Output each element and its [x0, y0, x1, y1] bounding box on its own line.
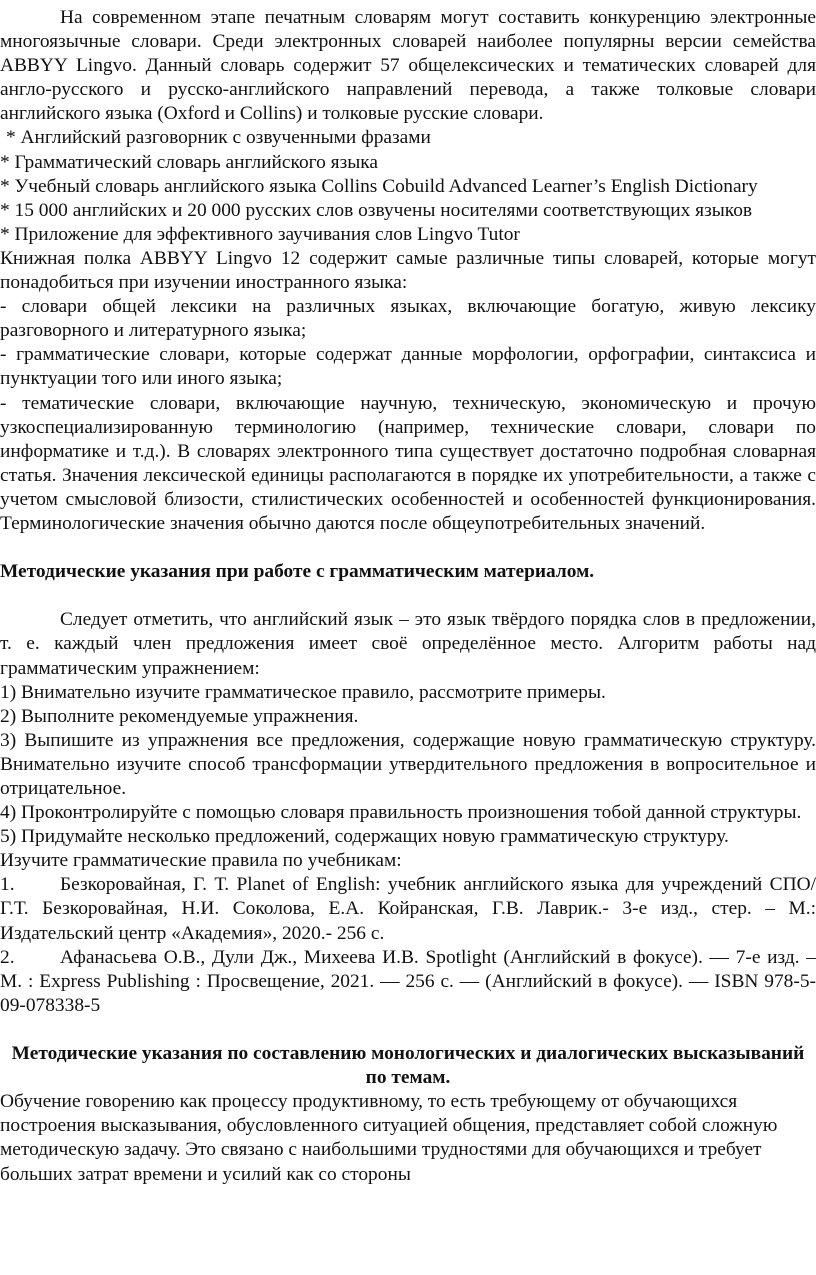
- textbook-number: 2.: [0, 946, 15, 968]
- textbook-text: Афанасьева О.В., Дули Дж., Михеева И.В. Spotlight (Английский в фокусе). — 7-е изд. – М. : Express Publishing : Просвещение, 2021. — 256 с. — (Английский в фокусе). — ISBN 978-5- 09-078338-5: [0, 946, 816, 1016]
- document-page: [0, 6, 816, 1187]
- textbook-text: Безкоровайная, Г. Т. Planet of English: учебник английского языка для учреждений СПО/ Г.Т. Безкоровайная, Н.И. Соколова, Е.А. Койранская, Г.В. Лаврик.- 3-е изд., стер. – М.: Издательский центр «Академия», 2020.- 256 с.: [0, 874, 816, 944]
- speaking-heading: Методические указания по составлению монологических и диалогических высказываний по темам.: [11, 1043, 805, 1089]
- grammar-step: 2) Выполните рекомендуемые упражнения.: [0, 705, 359, 727]
- grammar-paragraph: Следует отметить, что английский язык – это язык твёрдого порядка слов в предложении, т. е. каждый член предложения имеет своё определённое место. Алгоритм работы над грамматическим упражнением:: [0, 609, 816, 679]
- blank-line: [0, 1018, 816, 1042]
- textbook-number: 1.: [0, 874, 15, 896]
- feature-item: * Учебный словарь английского языка Collins Cobuild Advanced Learner’s English Dictionary: [0, 175, 758, 197]
- feature-item: * Приложение для эффективного заучивания слов Lingvo Tutor: [0, 223, 520, 245]
- blank-line: [0, 584, 816, 608]
- grammar-step: 3) Выпишите из упражнения все предложения, содержащие новую грамматическую структуру. Внимательно изучите способ трансформации утвердительного предложения в вопросительное и отрицательное.: [0, 729, 816, 799]
- shelf-item: - словари общей лексики на различных языках, включающие богатую, живую лексику разговорного и литературного языка;: [0, 296, 816, 342]
- textbook-reference: [0, 946, 816, 1018]
- intro-paragraph: На современном этапе печатным словарям могут составить конкуренцию электронные многоязычные словари. Среди электронных словарей наиболее популярны версии семейства ABBYY Lingvo. Данный словарь содержит 57 общелексических и тематических словарей для англо-русского и русско-английского направлений перевода, а также толковые словари английского языка (Oxford и Collins) и толковые русские словари.: [0, 7, 816, 125]
- grammar-step: 5) Придумайте несколько предложений, содержащих новую грамматическую структуру.: [0, 826, 729, 848]
- shelf-item: - тематические словари, включающие научную, техническую, экономическую и прочую узкоспециализированную терминологию (например, технические словари, словари по информатике и т.д.). В словарях электронного типа существует достаточно подробная словарная статья. Значения лексической единицы располагаются в порядке их употребительности, а также с учетом смысловой близости, стилистических особенностей и особенностей функционирования. Терминологические значения обычно даются после общеупотребительных значений.: [0, 392, 816, 534]
- speaking-paragraph: Обучение говорению как процессу продуктивному, то есть требующему от обучающихся построения высказывания, обусловленного ситуацией общения, представляет собой сложную методическую задачу. Это связано с наибольшими трудностями для обучающихся и требует больших затрат времени и усилий как со стороны: [0, 1091, 778, 1185]
- feature-item: * Грамматический словарь английского языка: [0, 151, 379, 173]
- grammar-heading: Методические указания при работе с грамматическим материалом.: [0, 561, 595, 583]
- blank-line: [0, 536, 816, 560]
- grammar-step: 1) Внимательно изучите грамматическое правило, рассмотрите примеры.: [0, 681, 606, 703]
- feature-item: * Английский разговорник с озвученными фразами: [6, 127, 431, 149]
- shelf-intro-paragraph: Книжная полка ABBYY Lingvo 12 содержит самые различные типы словарей, которые могут понадобиться при изучении иностранного языка:: [0, 247, 816, 294]
- textbooks-intro: Изучите грамматические правила по учебникам:: [0, 850, 402, 872]
- shelf-item: - грамматические словари, которые содержат данные морфологии, орфографии, синтаксиса и пунктуации того или иного языка;: [0, 344, 816, 390]
- feature-item: * 15 000 английских и 20 000 русских слов озвучены носителями соответствующих языков: [0, 199, 753, 221]
- grammar-step: 4) Проконтролируйте с помощью словаря правильность произношения тобой данной структуры.: [0, 802, 802, 824]
- textbook-reference: [0, 873, 816, 945]
